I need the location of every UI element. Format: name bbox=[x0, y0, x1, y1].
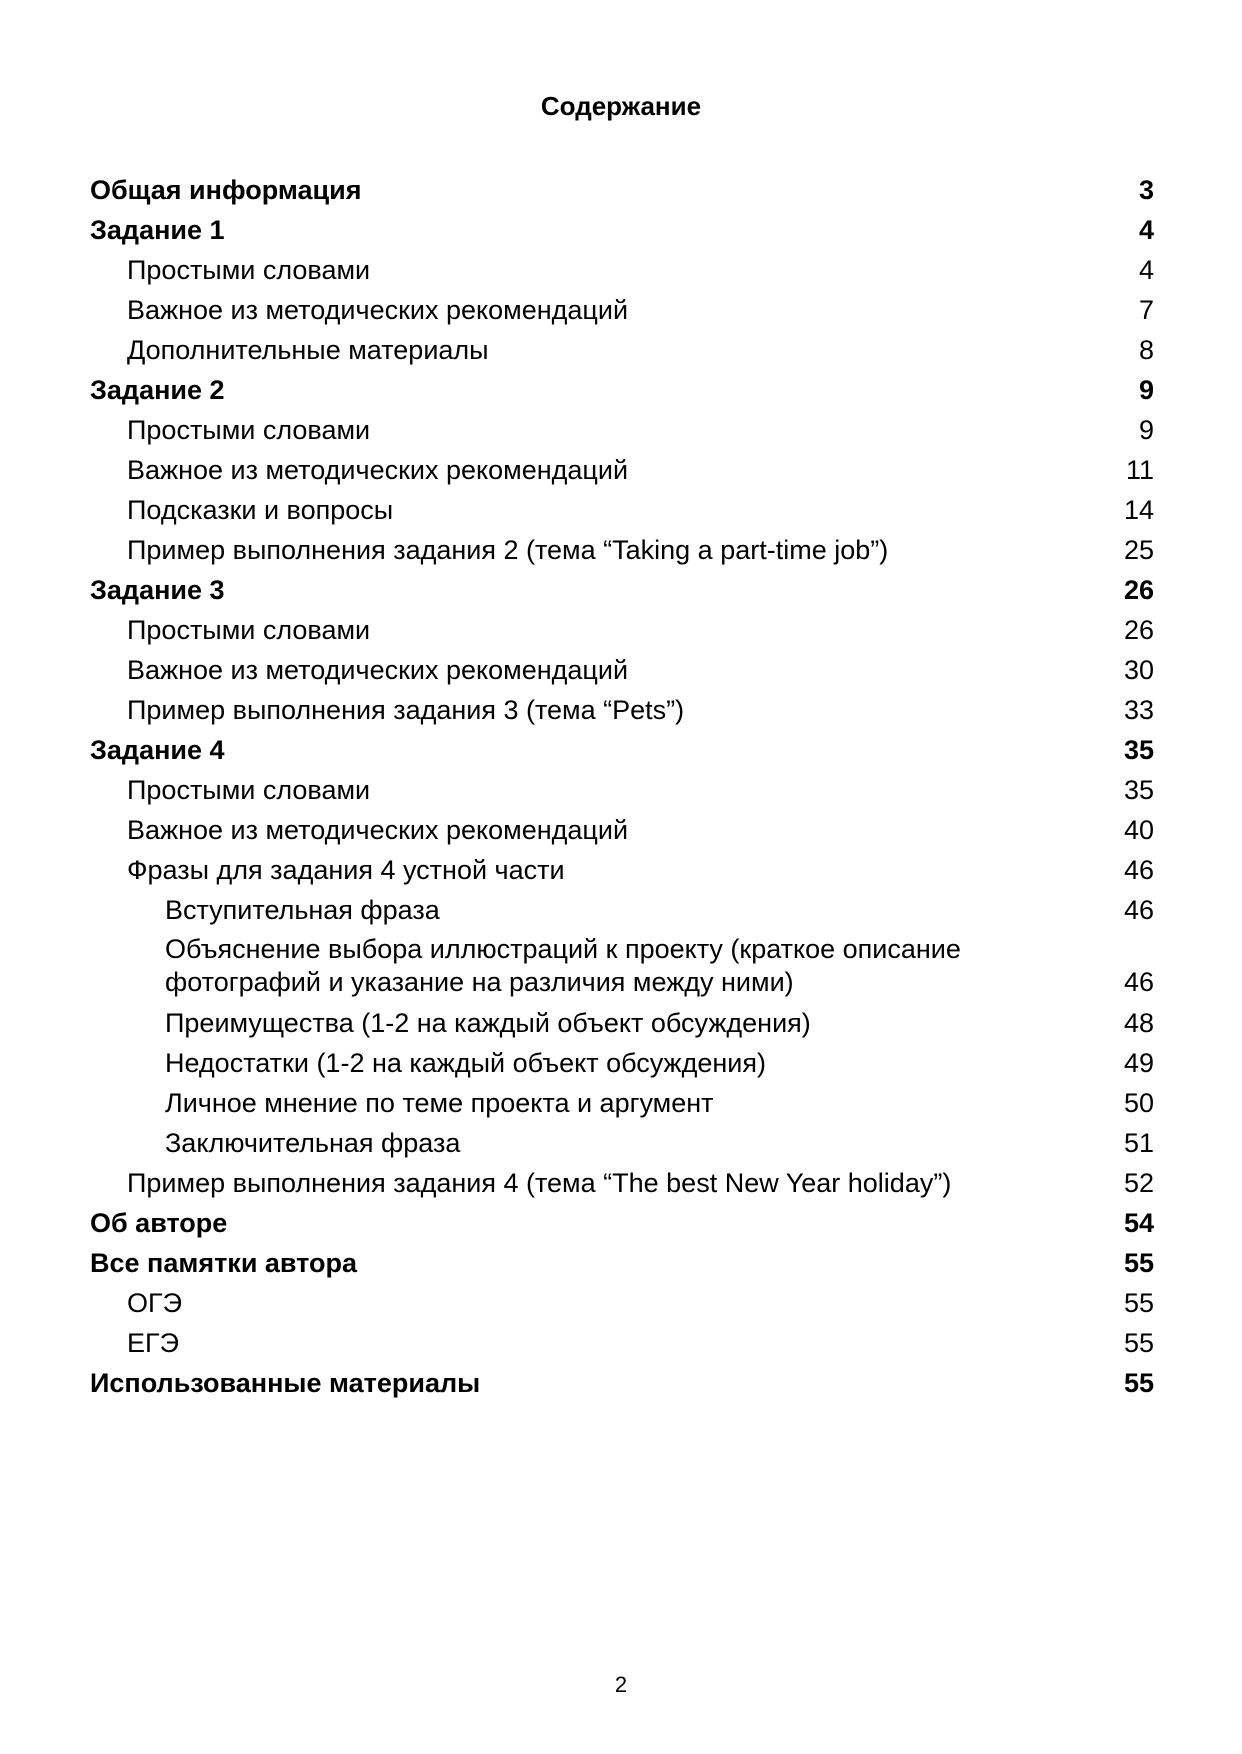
toc-entry-label: Важное из методических рекомендаций bbox=[127, 455, 629, 485]
toc-entry-page: 4 bbox=[1138, 215, 1154, 245]
toc-entry[interactable] bbox=[90, 1323, 1154, 1363]
toc-entry[interactable] bbox=[90, 650, 1154, 690]
toc-entry-page: 7 bbox=[1138, 295, 1154, 325]
toc-entry-page: 9 bbox=[1138, 375, 1154, 405]
toc-entry-page: 3 bbox=[1138, 175, 1154, 205]
toc-entry[interactable] bbox=[90, 730, 1154, 770]
toc-entry-label: Пример выполнения задания 2 (тема “Taking a part-time job”) bbox=[127, 535, 889, 565]
toc-entry-page: 46 bbox=[1123, 967, 1154, 997]
toc-entry[interactable] bbox=[90, 530, 1154, 570]
toc-entry[interactable] bbox=[90, 290, 1154, 330]
toc-entry-page: 25 bbox=[1123, 535, 1154, 565]
toc-entry-page: 35 bbox=[1123, 775, 1154, 805]
toc-entry-label: Заключительная фраза bbox=[165, 1128, 461, 1158]
toc-entry-label: Задание 4 bbox=[90, 735, 225, 765]
toc-entry[interactable] bbox=[90, 610, 1154, 650]
toc-entry-page: 50 bbox=[1123, 1088, 1154, 1118]
toc-entry-page: 35 bbox=[1123, 735, 1154, 765]
toc-entry-page: 55 bbox=[1123, 1328, 1154, 1358]
toc-entry-label: Простыми словами bbox=[127, 775, 371, 805]
toc-entry[interactable] bbox=[90, 330, 1154, 370]
toc-entry-page: 26 bbox=[1123, 575, 1154, 605]
toc-entry-page: 9 bbox=[1138, 415, 1154, 445]
toc-entry-label: Общая информация bbox=[90, 175, 362, 205]
toc-entry-label: Все памятки автора bbox=[90, 1248, 358, 1278]
toc-entry-label: ОГЭ bbox=[127, 1288, 183, 1318]
toc-entry-label: Дополнительные материалы bbox=[127, 335, 489, 365]
toc-entry[interactable] bbox=[90, 1363, 1154, 1403]
toc-entry[interactable] bbox=[90, 450, 1154, 490]
toc-entry-page: 46 bbox=[1123, 855, 1154, 885]
toc-entry-label: Задание 2 bbox=[90, 375, 225, 405]
toc-entry[interactable] bbox=[90, 1003, 1154, 1043]
toc-entry[interactable] bbox=[90, 1043, 1154, 1083]
toc-entry-label: Вступительная фраза bbox=[165, 895, 440, 925]
toc-entry-page: 26 bbox=[1123, 615, 1154, 645]
toc-entry[interactable] bbox=[90, 850, 1154, 890]
toc-entry-page: 46 bbox=[1123, 895, 1154, 925]
toc-entry[interactable] bbox=[90, 1283, 1154, 1323]
toc-entry[interactable] bbox=[90, 1243, 1154, 1283]
toc-entry[interactable] bbox=[90, 210, 1154, 250]
toc-entry-label: Фразы для задания 4 устной части bbox=[127, 855, 565, 885]
toc-entry-label: Простыми словами bbox=[127, 415, 371, 445]
toc-entry[interactable] bbox=[90, 490, 1154, 530]
toc-entry[interactable] bbox=[90, 410, 1154, 450]
toc-entry[interactable] bbox=[90, 1203, 1154, 1243]
toc-entry[interactable] bbox=[90, 890, 1154, 930]
toc-entry-label: Преимущества (1-2 на каждый объект обсуждения) bbox=[165, 1008, 811, 1038]
toc-entry-label: Пример выполнения задания 4 (тема “The best New Year holiday”) bbox=[127, 1168, 952, 1198]
toc-entry[interactable] bbox=[90, 770, 1154, 810]
toc-entry-label: Важное из методических рекомендаций bbox=[127, 655, 629, 685]
toc-entry-label: ЕГЭ bbox=[127, 1328, 180, 1358]
toc-entry[interactable] bbox=[90, 690, 1154, 730]
toc-entry-page: 49 bbox=[1123, 1048, 1154, 1078]
toc-entry-label: Личное мнение по теме проекта и аргумент bbox=[165, 1088, 714, 1118]
toc-entry[interactable] bbox=[90, 250, 1154, 290]
toc-entry-label: Использованные материалы bbox=[90, 1368, 481, 1398]
toc-entry-label: Недостатки (1-2 на каждый объект обсуждения) bbox=[165, 1048, 766, 1078]
toc-entry-label: Простыми словами bbox=[127, 255, 371, 285]
toc-entry-label: Простыми словами bbox=[127, 615, 371, 645]
toc-entry[interactable] bbox=[90, 1083, 1154, 1123]
toc-entry[interactable] bbox=[90, 1163, 1154, 1203]
toc-entry[interactable] bbox=[90, 170, 1154, 210]
toc-entry-page: 40 bbox=[1123, 815, 1154, 845]
toc-entry-page: 55 bbox=[1123, 1368, 1154, 1398]
toc-entry-label: Важное из методических рекомендаций bbox=[127, 295, 629, 325]
toc-entry-label: Пример выполнения задания 3 (тема “Pets”) bbox=[127, 695, 685, 725]
toc-entry-page: 8 bbox=[1138, 335, 1154, 365]
toc-entry-page: 52 bbox=[1123, 1168, 1154, 1198]
toc-entry-page: 11 bbox=[1125, 455, 1154, 485]
table-of-contents bbox=[90, 170, 1154, 1403]
toc-entry-page: 51 bbox=[1123, 1128, 1154, 1158]
toc-entry-label: Задание 1 bbox=[90, 215, 225, 245]
toc-entry-label: Задание 3 bbox=[90, 575, 225, 605]
toc-entry[interactable] bbox=[90, 1123, 1154, 1163]
toc-entry-label: Подсказки и вопросы bbox=[127, 495, 394, 525]
toc-entry[interactable] bbox=[90, 810, 1154, 850]
toc-entry-page: 48 bbox=[1123, 1008, 1154, 1038]
toc-entry-page: 14 bbox=[1123, 495, 1154, 525]
toc-entry-page: 4 bbox=[1138, 255, 1154, 285]
toc-entry-page: 55 bbox=[1123, 1288, 1154, 1318]
toc-entry-label: Важное из методических рекомендаций bbox=[127, 815, 629, 845]
toc-entry[interactable] bbox=[90, 370, 1154, 410]
toc-entry-page: 55 bbox=[1123, 1248, 1154, 1278]
toc-entry-label: Объяснение выбора иллюстраций к проекту (краткое описание фотографий и указание на различия между ними) bbox=[165, 934, 961, 997]
toc-entry-page: 33 bbox=[1123, 695, 1154, 725]
toc-entry-label: Об авторе bbox=[90, 1208, 228, 1238]
toc-entry-page: 30 bbox=[1123, 655, 1154, 685]
toc-entry-page: 54 bbox=[1123, 1208, 1154, 1238]
toc-entry[interactable] bbox=[90, 570, 1154, 610]
toc-entry[interactable] bbox=[90, 930, 1154, 1003]
page-title: Содержание bbox=[540, 91, 702, 121]
page-number: 2 bbox=[614, 1672, 628, 1697]
